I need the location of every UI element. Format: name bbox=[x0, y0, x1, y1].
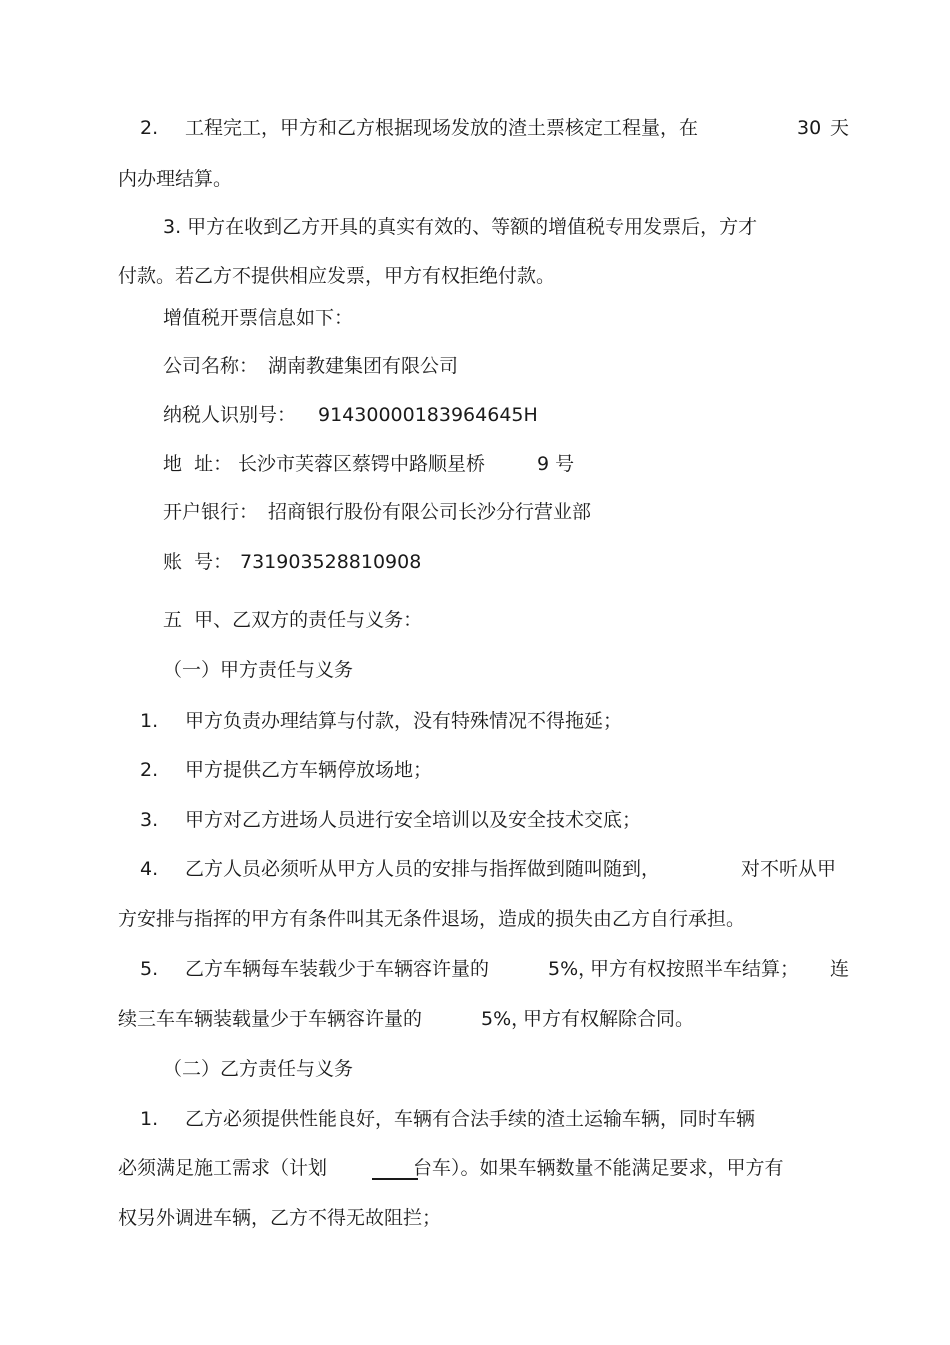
bank-label: 开户银行： bbox=[163, 501, 259, 523]
company-label: 公司名称： bbox=[163, 355, 259, 377]
item-number: 2. bbox=[140, 117, 159, 139]
percent-value: 5%， bbox=[548, 958, 598, 980]
taxid-label: 纳税人识别号： bbox=[163, 404, 297, 426]
paragraph-text: 内办理结算。 bbox=[118, 168, 233, 190]
bank-value: 招商银行股份有限公司长沙分行营业部 bbox=[268, 501, 592, 523]
subsection-heading: （二）乙方责任与义务 bbox=[163, 1058, 354, 1080]
subsection-heading: （一）甲方责任与义务 bbox=[163, 659, 354, 681]
list-item: 乙方人员必须听从甲方人员的安排与指挥做到随叫随到， bbox=[185, 858, 661, 880]
address-value: 长沙市芙蓉区蔡锷中路顺星桥 bbox=[238, 453, 486, 475]
fill-in-blank bbox=[372, 1162, 418, 1180]
invoice-intro: 增值税开票信息如下： bbox=[163, 307, 354, 329]
list-item: 续三车车辆装载量少于车辆容许量的 bbox=[118, 1008, 423, 1030]
percent-value: 5%， bbox=[481, 1008, 531, 1030]
item-number: 1. bbox=[140, 1108, 159, 1130]
list-item: 必须满足施工需求（计划 bbox=[118, 1157, 328, 1179]
list-item: 台车）。如果车辆数量不能满足要求，甲方有 bbox=[413, 1157, 784, 1179]
item-number: 4. bbox=[140, 858, 159, 880]
list-item: 方安排与指挥的甲方有条件叫其无条件退场，造成的损失由乙方自行承担。 bbox=[118, 908, 746, 930]
list-item: 甲方有权解除合同。 bbox=[523, 1008, 695, 1030]
item-number: 5. bbox=[140, 958, 159, 980]
list-item: 甲方对乙方进场人员进行安全培训以及安全技术交底； bbox=[185, 809, 642, 831]
account-label: 账 号： bbox=[163, 551, 233, 573]
paragraph-text: 工程完工，甲方和乙方根据现场发放的渣土票核定工程量，在 bbox=[185, 117, 699, 139]
item-number: 2. bbox=[140, 759, 159, 781]
account-value: 731903528810908 bbox=[240, 551, 422, 573]
list-item: 乙方必须提供性能良好，车辆有合法手续的渣土运输车辆，同时车辆 bbox=[185, 1108, 756, 1130]
list-item: 连 bbox=[830, 958, 850, 980]
address-label: 地 址： bbox=[163, 453, 233, 475]
address-number: 9 号 bbox=[537, 453, 575, 475]
section-heading: 五 甲、乙双方的责任与义务： bbox=[163, 609, 423, 631]
paragraph-text: 3. 甲方在收到乙方开具的真实有效的、等额的增值税专用发票后，方才 bbox=[163, 216, 758, 238]
company-value: 湖南教建集团有限公司 bbox=[268, 355, 459, 377]
paragraph-text: 付款。若乙方不提供相应发票，甲方有权拒绝付款。 bbox=[118, 265, 556, 287]
taxid-value: 91430000183964645H bbox=[318, 404, 538, 426]
day-unit: 天 bbox=[830, 117, 850, 139]
days-value: 30 bbox=[797, 117, 822, 139]
list-item: 权另外调进车辆，乙方不得无故阻拦； bbox=[118, 1207, 442, 1229]
list-item: 甲方负责办理结算与付款，没有特殊情况不得拖延； bbox=[185, 710, 623, 732]
item-number: 3. bbox=[140, 809, 159, 831]
list-item: 甲方提供乙方车辆停放场地； bbox=[185, 759, 433, 781]
list-item: 对不听从甲 bbox=[741, 858, 837, 880]
item-number: 1. bbox=[140, 710, 159, 732]
list-item: 乙方车辆每车装载少于车辆容许量的 bbox=[185, 958, 490, 980]
list-item: 甲方有权按照半车结算； bbox=[590, 958, 800, 980]
